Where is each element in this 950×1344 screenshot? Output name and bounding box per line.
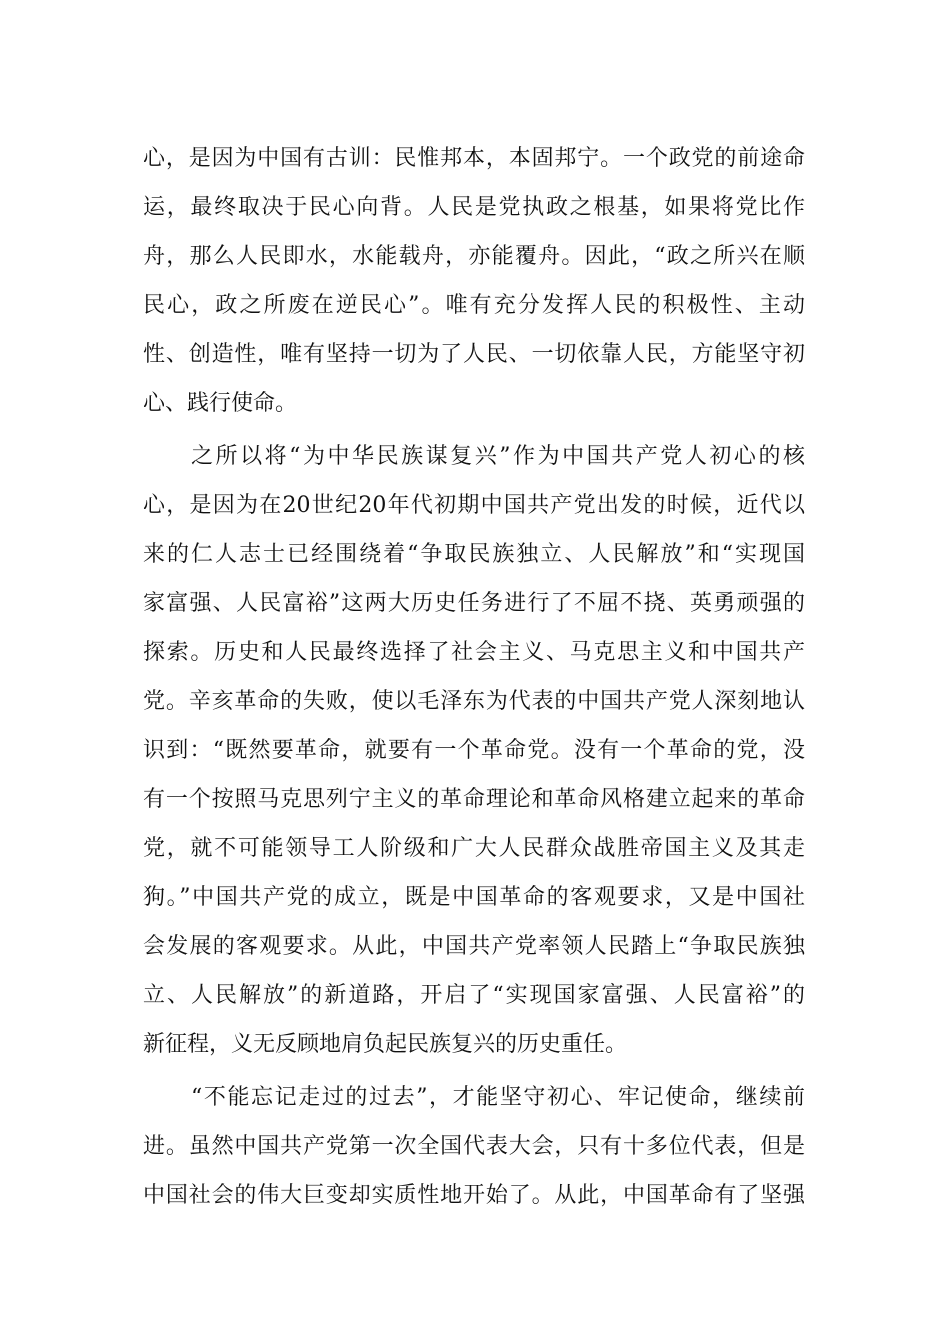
- text-line: 中国社会的伟大巨变却实质性地开始了。从此，中国革命有了坚强: [143, 1183, 805, 1208]
- text-line: 进。虽然中国共产党第一次全国代表大会，只有十多位代表，但是: [143, 1134, 805, 1159]
- text-line: 新征程，义无反顾地肩负起民族复兴的历史重任。: [143, 1032, 628, 1057]
- text-line: 心，是因为中国有古训：民惟邦本，本固邦宁。一个政党的前途命: [143, 146, 805, 171]
- text-line: 性、创造性，唯有坚持一切为了人民、一切依靠人民，方能坚守初: [143, 342, 805, 367]
- text-line: 有一个按照马克思列宁主义的革命理论和革命风格建立起来的革命: [143, 787, 805, 812]
- text-line: “不能忘记走过的过去”，才能坚守初心、牢记使命，继续前: [191, 1085, 805, 1110]
- text-line: 会发展的客观要求。从此，中国共产党率领人民踏上“争取民族独: [143, 934, 805, 959]
- text-line: 立、人民解放”的新道路，开启了“实现国家富强、人民富裕”的: [143, 983, 805, 1008]
- text-line: 识到：“既然要革命，就要有一个革命党。没有一个革命的党，没: [143, 738, 805, 763]
- text-line: 狗。”中国共产党的成立，既是中国革命的客观要求，又是中国社: [143, 885, 805, 910]
- paragraph-1: [143, 134, 805, 428]
- text-line: 党。辛亥革命的失败，使以毛泽东为代表的中国共产党人深刻地认: [143, 689, 805, 714]
- text-line: 民心，政之所废在逆民心”。唯有充分发挥人民的积极性、主动: [143, 293, 805, 318]
- text-line: 家富强、人民富裕”这两大历史任务进行了不屈不挠、英勇顽强的: [143, 591, 805, 616]
- text-line: 舟，那么人民即水，水能载舟，亦能覆舟。因此，“政之所兴在顺: [143, 244, 805, 269]
- text-line: 党，就不可能领导工人阶级和广大人民群众战胜帝国主义及其走: [143, 836, 805, 861]
- text-line: 来的仁人志士已经围绕着“争取民族独立、人民解放”和“实现国: [143, 542, 805, 567]
- paragraph-2: [143, 432, 805, 1069]
- text-line: 心，是因为在20世纪20年代初期中国共产党出发的时候，近代以: [143, 493, 805, 518]
- paragraph-3: [143, 1073, 805, 1220]
- text-line: 之所以将“为中华民族谋复兴”作为中国共产党人初心的核: [191, 444, 805, 469]
- text-line: 运，最终取决于民心向背。人民是党执政之根基，如果将党比作: [143, 195, 805, 220]
- text-line: 心、践行使命。: [143, 391, 298, 416]
- text-line: 探索。历史和人民最终选择了社会主义、马克思主义和中国共产: [143, 640, 805, 665]
- body-text: [143, 134, 805, 1220]
